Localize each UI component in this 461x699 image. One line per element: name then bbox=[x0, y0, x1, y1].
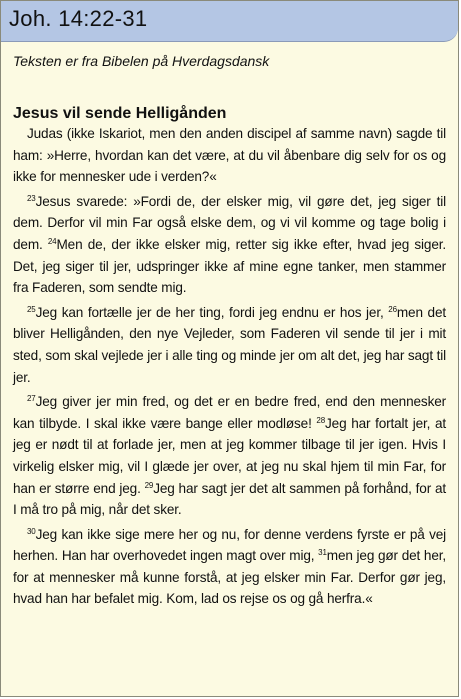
verse-number: 26 bbox=[388, 304, 397, 314]
verse-text: men det bliver Helligånden, den nye Vejleder, som Faderen vil sende til jer i mit sted, som skal vejlede jer i alle ting og minde jer om alt det, jeg har sagt til jer. bbox=[13, 304, 446, 385]
verse-number: 27 bbox=[27, 394, 36, 404]
verse-number: 25 bbox=[27, 304, 36, 314]
verse-text: Men de, der ikke elsker mig, retter sig ikke efter, hvad jeg siger. Det, jeg siger til jer, udspringer ikke af mine egne tanker, men stammer fra Faderen, som sendte mig. bbox=[13, 236, 446, 296]
verse-number: 30 bbox=[27, 526, 36, 536]
verse-number: 31 bbox=[318, 548, 327, 558]
verse-text: men jeg gør det her, for at mennesker må kunne forstå, at jeg elsker min Far. Derfor gør jeg, hvad han har befalet mig. Kom, lad os rejse os og gå herfra.« bbox=[13, 548, 447, 607]
scripture-reference: Joh. 14:22-31 bbox=[9, 6, 148, 31]
verse-text: Jesus svarede: »Fordi de, der elsker mig, vil gøre det, jeg siger til dem. Derfor vil min Far også elske dem, og vi vil komme og tage bolig i dem. bbox=[13, 193, 446, 252]
scripture-paragraph bbox=[13, 123, 446, 188]
verse-text: Jeg har sagt jer det alt sammen på forhånd, for at I må tro på mig, når det sker. bbox=[13, 480, 447, 518]
verse-text: Jeg kan ikke sige mere her og nu, for denne verdens fyrste er på vej herhen. Han har overhovedet ingen magt over mig, bbox=[13, 526, 446, 564]
reference-header bbox=[1, 1, 458, 42]
verse-text: Jeg har fortalt jer, at jeg er nødt til at forlade jer, men at jeg kommer tilbage til jer igen. Hvis I virkelig elsker mig, vil I glæde jer over, at jeg nu skal hjem til min Far, for han er større end jeg. bbox=[13, 415, 446, 496]
section-title: Jesus vil sende Helligånden bbox=[13, 105, 227, 122]
scripture-body bbox=[13, 123, 446, 613]
scripture-paragraph bbox=[13, 302, 446, 388]
verse-text: Jeg kan fortælle jer de her ting, fordi jeg endnu er hos jer, bbox=[35, 304, 389, 320]
verse-text: Judas (ikke Iskariot, men den anden discipel af samme navn) sagde til ham: »Herre, hvordan kan det være, at du vil åbenbare dig selv for os og ikke for mennesker ude i verden?« bbox=[13, 126, 446, 185]
verse-number: 24 bbox=[47, 236, 57, 246]
verse-number: 23 bbox=[27, 193, 36, 203]
scripture-paragraph bbox=[13, 191, 446, 299]
verse-number: 29 bbox=[144, 480, 154, 490]
scripture-paragraph bbox=[13, 391, 446, 521]
scripture-paragraph bbox=[13, 524, 446, 610]
source-note: Teksten er fra Bibelen på Hverdagsdansk bbox=[13, 53, 270, 69]
verse-number: 28 bbox=[316, 415, 326, 425]
verse-text: Jeg giver jer min fred, og det er en bedre fred, end den mennesker kan tilbyde. I skal ikke være bange eller modløse! bbox=[13, 394, 446, 431]
